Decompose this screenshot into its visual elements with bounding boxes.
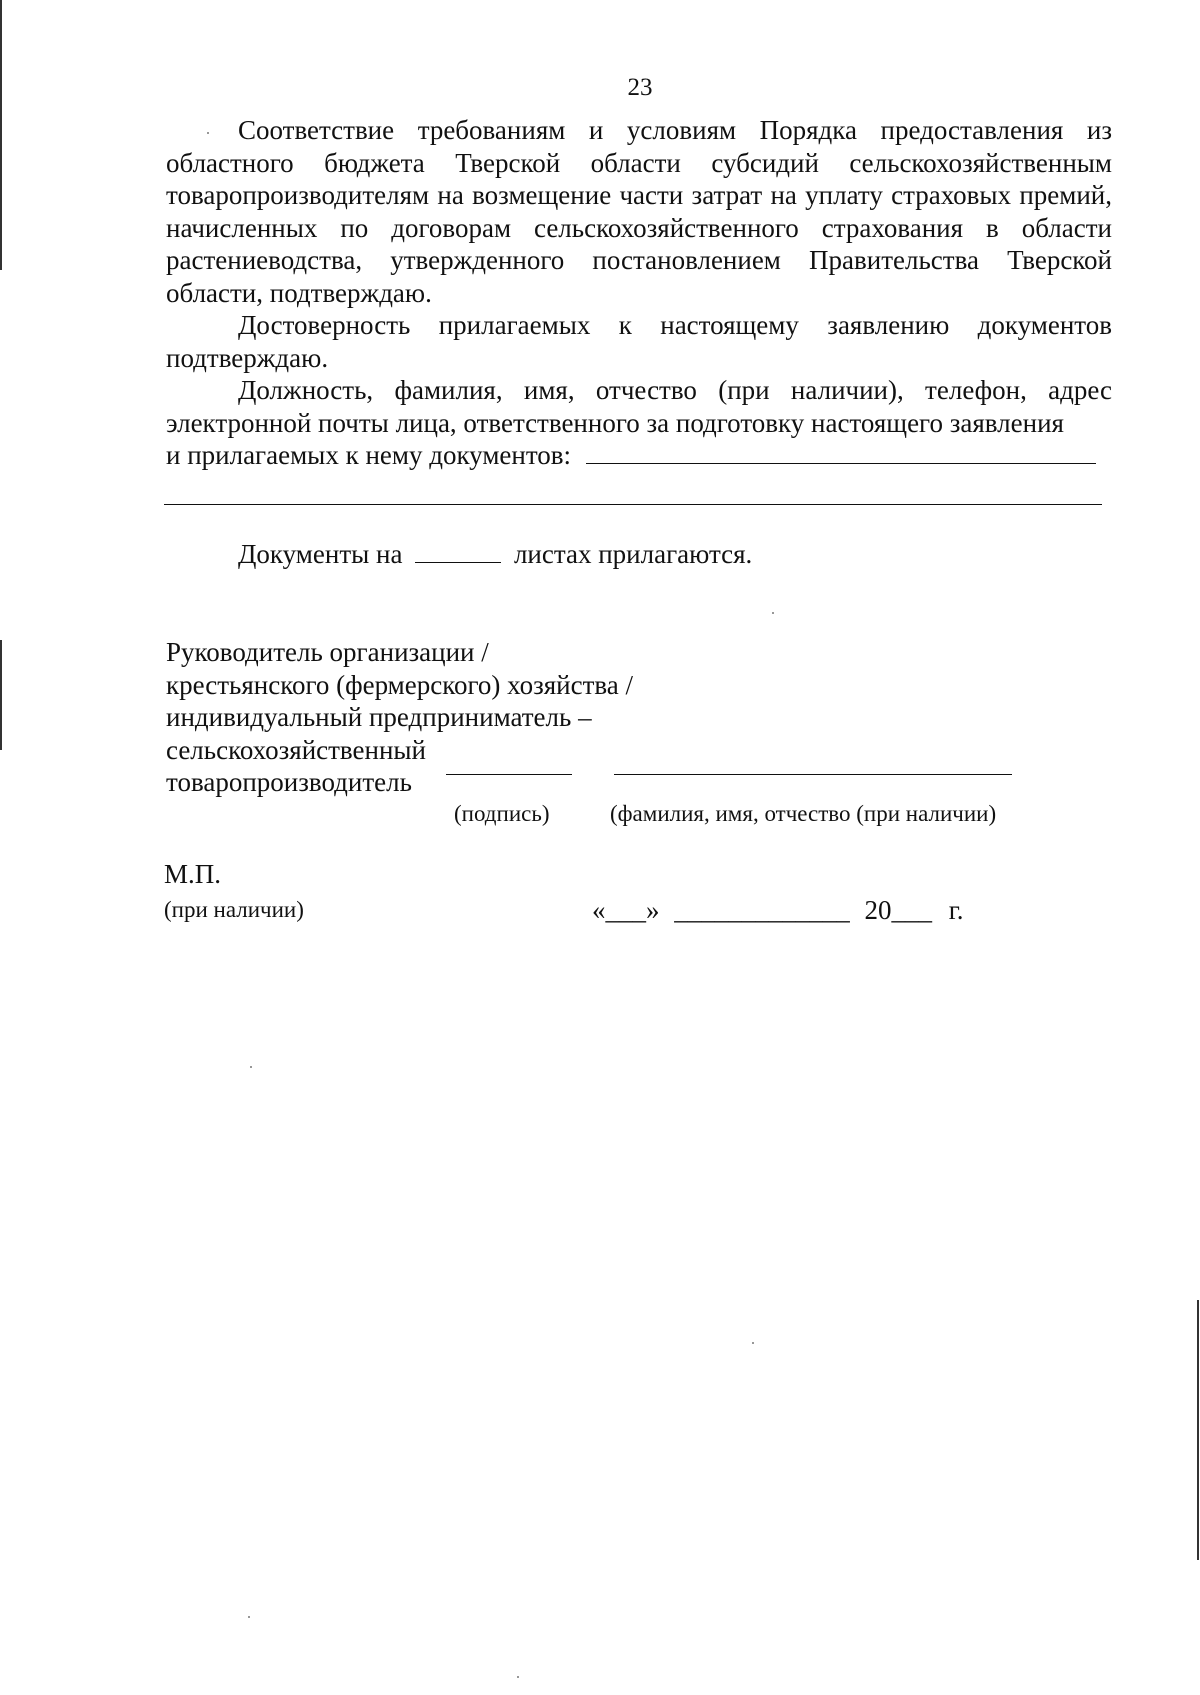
declaration-body — [166, 114, 1112, 472]
full-name-caption: (фамилия, имя, отчество (при наличии) — [610, 801, 997, 826]
date-line — [592, 894, 964, 926]
signer-line-5: товаропроизводитель — [166, 767, 412, 797]
signature-caption: (подпись) — [454, 801, 550, 826]
signer-line-1: Руководитель организации / — [166, 637, 489, 667]
date-month-field[interactable]: _____________ — [674, 895, 850, 925]
scan-speck — [248, 1616, 250, 1618]
stamp-note: (при наличии) — [164, 897, 304, 922]
authenticity-paragraph: Достоверность прилагаемых к настоящему заявлению документов подтверждаю. — [166, 310, 1112, 373]
date-close-quote: » — [646, 895, 660, 925]
scan-speck — [772, 612, 774, 614]
responsible-line-3: и прилагаемых к нему документов: — [166, 440, 572, 470]
responsible-person-field[interactable] — [586, 441, 1096, 464]
sheet-count-field[interactable] — [415, 540, 501, 563]
responsible-line-3-row — [166, 439, 1112, 472]
scan-speck — [752, 1342, 754, 1344]
responsible-person-field-continuation[interactable] — [164, 504, 1102, 505]
signature-field[interactable] — [446, 774, 572, 775]
date-year-prefix: 20 — [864, 895, 892, 925]
scan-edge-mark — [1197, 1300, 1199, 1560]
responsible-line-2: электронной почты лица, ответственного за подготовку настоящего заявления — [166, 407, 1064, 438]
documents-attached-line — [238, 538, 752, 570]
responsible-line-1: Должность, фамилия, имя, отчество (при наличии), телефон, адрес — [238, 375, 1112, 405]
responsible-person-block — [166, 374, 1112, 472]
page-number: 23 — [627, 74, 653, 101]
scan-speck — [517, 1676, 519, 1678]
full-name-field[interactable] — [614, 774, 1012, 775]
signer-line-3: индивидуальный предприниматель – — [166, 702, 592, 732]
date-year-field[interactable]: ___ — [891, 895, 932, 925]
scan-edge-mark — [0, 640, 2, 750]
stamp-label: М.П. — [164, 859, 222, 889]
documents-label: Документы на — [238, 539, 403, 569]
date-year-suffix: г. — [948, 895, 964, 925]
compliance-paragraph: Соответствие требованиям и условиям Порядка предоставления из областного бюджета Тверской области субсидий сельскохозяйственным товаропроизводителям на возмещение части затрат на уплату страховых премий, начисленных по договорам сельскохозяйственного страхования в области растениеводства, утвержденного постановлением Правительства Тверской области, подтверждаю. — [166, 115, 1112, 308]
scan-speck — [250, 1066, 252, 1068]
date-open-quote: « — [592, 895, 606, 925]
date-day-field[interactable]: ___ — [605, 895, 646, 925]
signer-line-4: сельскохозяйственный — [166, 734, 426, 765]
signer-line-2: крестьянского (фермерского) хозяйства / — [166, 669, 634, 700]
documents-suffix: листах прилагаются. — [513, 539, 753, 569]
scan-edge-mark — [0, 0, 2, 270]
